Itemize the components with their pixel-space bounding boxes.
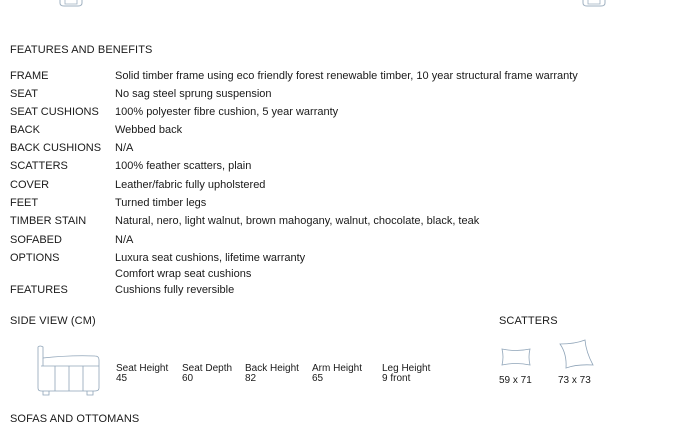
spec-value: Luxura seat cushions, lifetime warranty bbox=[115, 252, 306, 264]
spec-value: Webbed back bbox=[115, 124, 183, 136]
dimension-seat-depth bbox=[182, 364, 232, 384]
scatter-size-label: 59 x 71 bbox=[499, 375, 532, 386]
scatter-cushion-rect-drawing bbox=[500, 346, 532, 368]
scatter-cushion-square-drawing bbox=[557, 338, 595, 370]
spec-label: FRAME bbox=[10, 70, 49, 82]
spec-value: No sag steel sprung suspension bbox=[115, 88, 272, 100]
spec-value: 100% feather scatters, plain bbox=[115, 160, 252, 172]
sofa-side-view-drawing bbox=[35, 344, 101, 396]
dimension-arm-height bbox=[312, 364, 362, 384]
spec-value: Leather/fabric fully upholstered bbox=[115, 179, 266, 191]
spec-label: SCATTERS bbox=[10, 160, 68, 172]
dimension-back-height bbox=[245, 364, 299, 384]
dimension-seat-height bbox=[116, 364, 168, 384]
spec-value: Turned timber legs bbox=[115, 197, 207, 209]
dimension-value: 82 bbox=[245, 373, 257, 384]
spec-label: BACK bbox=[10, 124, 40, 136]
dimension-value: 45 bbox=[116, 373, 128, 384]
spec-label: FEATURES bbox=[10, 284, 68, 296]
sofa-foot-icon bbox=[581, 0, 607, 8]
scatter-size-label: 73 x 73 bbox=[558, 375, 591, 386]
spec-label: TIMBER STAIN bbox=[10, 215, 87, 227]
side-view-title: SIDE VIEW (CM) bbox=[10, 315, 96, 327]
spec-label: SEAT bbox=[10, 88, 38, 100]
spec-value: Natural, nero, light walnut, brown mahogany, walnut, chocolate, black, teak bbox=[115, 215, 480, 227]
dimension-value: 9 front bbox=[382, 373, 411, 384]
spec-label: SEAT CUSHIONS bbox=[10, 106, 99, 118]
scatters-title: SCATTERS bbox=[499, 315, 558, 327]
spec-value: N/A bbox=[115, 234, 134, 246]
spec-value: Cushions fully reversible bbox=[115, 284, 235, 296]
dimension-label: Arm Height bbox=[312, 363, 363, 374]
spec-label: COVER bbox=[10, 179, 50, 191]
spec-label: OPTIONS bbox=[10, 252, 60, 264]
spec-value: N/A bbox=[115, 142, 134, 154]
dimension-leg-height bbox=[382, 364, 430, 384]
dimension-value: 65 bbox=[312, 373, 324, 384]
spec-label: SOFABED bbox=[10, 234, 62, 246]
sofas-ottomans-title: SOFAS AND OTTOMANS bbox=[10, 413, 140, 425]
spec-label: FEET bbox=[10, 197, 39, 209]
spec-label: BACK CUSHIONS bbox=[10, 142, 102, 154]
dimension-label: Seat Depth bbox=[182, 363, 233, 374]
spec-value: Comfort wrap seat cushions bbox=[115, 268, 252, 280]
dimension-label: Back Height bbox=[245, 363, 299, 374]
dimension-label: Seat Height bbox=[116, 363, 169, 374]
dimension-label: Leg Height bbox=[382, 363, 431, 374]
spec-value: 100% polyester fibre cushion, 5 year warranty bbox=[115, 106, 339, 118]
features-title: FEATURES AND BENEFITS bbox=[10, 44, 153, 56]
dimension-value: 60 bbox=[182, 373, 194, 384]
spec-value: Solid timber frame using eco friendly forest renewable timber, 10 year structural frame warranty bbox=[115, 70, 578, 82]
sofa-foot-icon bbox=[58, 0, 84, 8]
